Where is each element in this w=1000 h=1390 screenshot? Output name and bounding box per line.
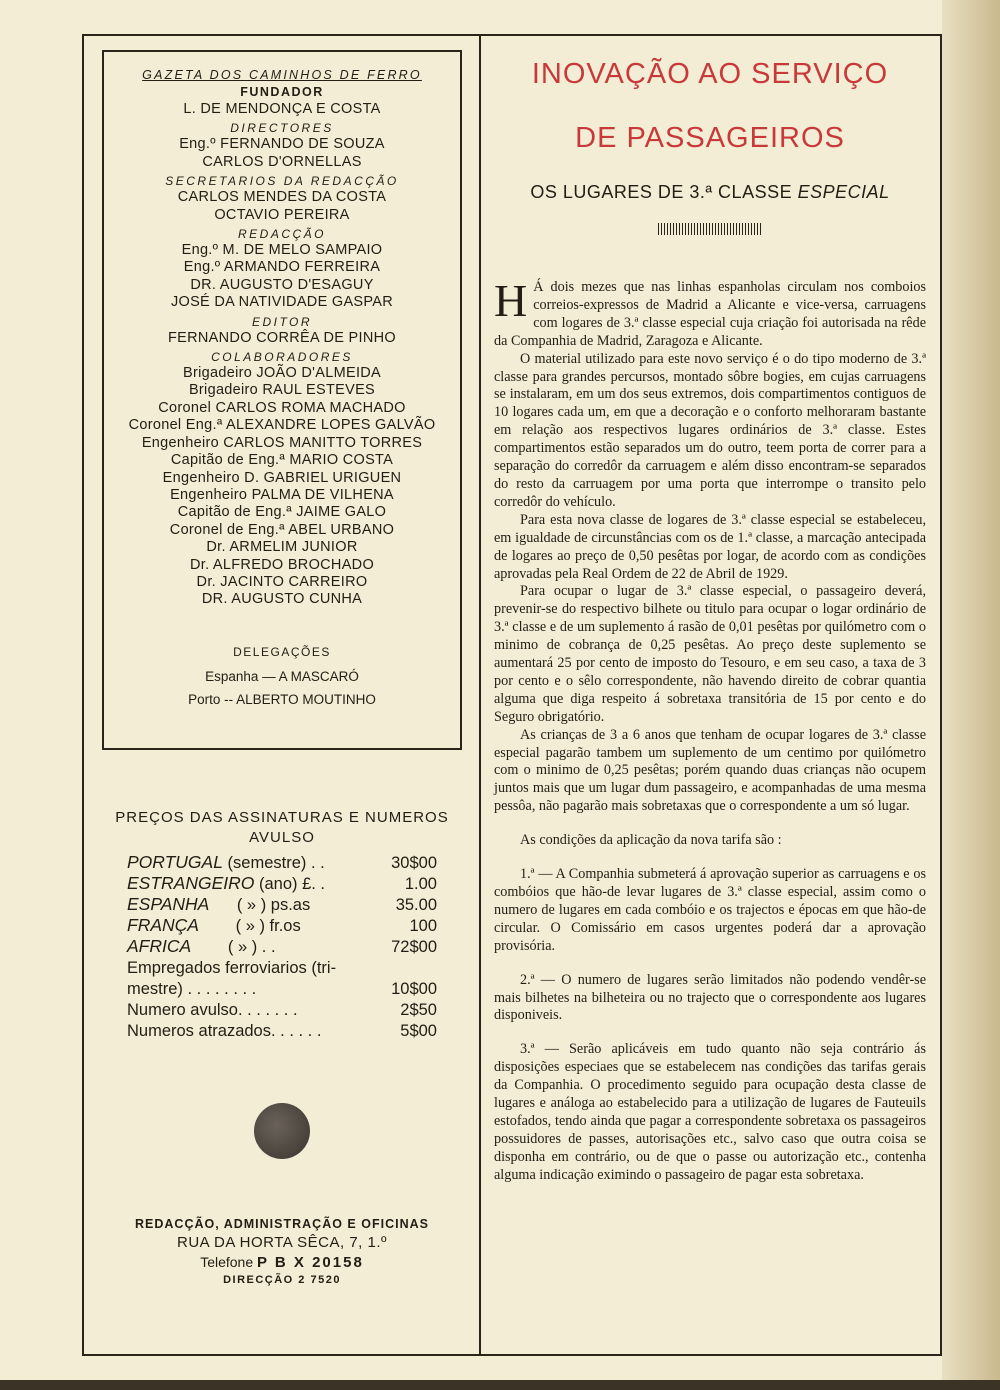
round-seal-ornament [254,1103,310,1159]
article-condition-2: 2.ª — O numero de lugares serão limitados não podendo vendêr-se mais bilhetes na bilheteira ou no trajecto que o correspondente aos lugares disponiveis. [494,971,926,1024]
price-place: ESTRANGEIRO [127,873,255,893]
subhead-prefix: OS LUGARES DE 3.ª CLASSE [530,182,798,202]
price-value: 35.00 [395,896,437,914]
article-paragraph: Para esta nova classe de logares de 3.ª classe especial se estabeleceu, em igualdade de circunstâncias com os de 1.ª classe, a marcação antecipada de logares ao preço de 0,50 pesêtas por logar, de acordo com as condições aprovadas pela Real Ordem de 22 de Abril de 1929. [494,511,926,582]
redaccao-name: Eng.º ARMANDO FERREIRA [183,259,381,276]
office-line1: REDACÇÃO, ADMINISTRAÇÃO E OFICINAS [135,1217,429,1231]
price-label [127,852,379,873]
colaborador-name: Coronel CARLOS ROMA MACHADO [158,399,406,416]
price-place: AFRICA [127,936,192,956]
price-row [127,936,437,957]
subheadline [494,182,926,203]
price-value: 100 [409,917,437,935]
delegacao-espanha: Espanha — A MASCARÓ [205,668,359,684]
phone-number: P B X 20158 [257,1254,364,1271]
colaborador-name: Dr. JACINTO CARREIRO [196,573,368,590]
redaccao-name: JOSÉ DA NATIVIDADE GASPAR [170,294,394,311]
price-detail: ( » ) fr.os [198,917,301,935]
price-value: 1.00 [404,875,437,893]
prices-title-line2: AVULSO [249,829,315,846]
price-place: PORTUGAL [127,852,223,872]
colaborador-name: Engenheiro PALMA DE VILHENA [170,486,394,503]
price-place: ESPANHA [127,894,210,914]
office-phone [102,1254,462,1271]
price-detail: ( » ) . . [191,938,276,956]
colaborador-name: Capitão de Eng.ª JAIME GALO [177,504,387,521]
price-row [127,915,437,936]
colaborador-name: Dr. ARMELIM JUNIOR [206,539,358,556]
masthead-box [102,50,462,750]
price-value: 30$00 [391,854,437,872]
editor-label: EDITOR [251,314,313,329]
article-paragraph: O material utilizado para este novo serviço é o do tipo moderno de 3.ª classe para grandes percursos, montado sôbre bogies, em cujas carruagens se instalaram, em um dos seus extremos, dois compartimentos contiguos de 10 logares cada um, em que a decoração e o conforto melhoraram bastante em relação aos respectivos lugares ordinários de 3.ª classe. Estes compartimentos estão separados um do outro, teem porta de correr para a separação do corredôr da carruagem e além disso encontram-se separados do resto da carruagem por uma porta que interrompe o transito pelo corredôr do vehículo. [494,350,926,510]
article-paragraph: As crianças de 3 a 6 anos que tenham de ocupar logares de 3.ª classe especial pagarão tambem um suplemento de um centimo por quilómetro com o minimo de 0,25 pesêtas; porém quando duas crianças não ocupem juntos mais que um lugar dum passageiro, e acompanhadas de uma mesma pessôa, não pagarão mais sobretaxas que o correspondente a um só lugar. [494,726,926,815]
secretario-name: OCTAVIO PEREIRA [214,206,350,223]
price-detail: ( » ) ps.as [209,896,311,914]
price-row [127,978,437,999]
article-body [494,275,926,1185]
price-label [127,936,379,957]
empregados-label-line2: mestre) . . . . . . . . [127,980,257,998]
masthead-title: GAZETA DOS CAMINHOS DE FERRO [142,68,422,82]
price-table [127,852,437,1041]
phone-label: Telefone [200,1254,254,1270]
article-condition-1: 1.ª — A Companhia submeterá á aprovação superior as carruagens e os combóios que hão-de levar lugares de 3.ª classe especial, assim como o numero de lugares em cada combóio e os trajectos e épocas em que hão-de circular. O Comissário em casos urgentes poderá dar a aprovação provisória. [494,866,926,954]
column-divider [479,34,481,1356]
price-value: 72$00 [391,938,437,956]
paragraph-text: Á dois mezes que nas linhas espanholas circulam nos comboios correios-expressos de Madrid a Alicante e vice-versa, carruagens com logares de 3.ª classe especial cuja criação foi autorisada na rêde da Companhia de Madrid, Zaragoza e Alicante. [494,279,926,349]
director-name: CARLOS D'ORNELLAS [202,153,362,170]
colaborador-name: Capitão de Eng.ª MARIO COSTA [170,452,394,469]
secretarios-label: SECRETARIOS DA REDACÇÃO [165,174,399,189]
price-row [127,1020,437,1041]
article-paragraph: Para ocupar o lugar de 3.ª classe especial, o passageiro deverá, prevenir-se do respectivo bilhete ou titulo para ocupar o logar ordinário de 3.ª classe e de um suplemento á rasão de 0,01 pesêtas por quilómetro com o minimo de cobrança de 0,25 pesêtas. Ao preço deste suplemento se aumentará 25 por cento de imposto do Tesouro, e em seu caso, a taxa de 3 por cento e o sêlo correspondente, não havendo direito de cobrar quantia alguma que diga respeito á sobretaxa transitória de 15 por cento e do Seguro obrigatório. [494,583,926,725]
secretario-name: CARLOS MENDES DA COSTA [177,189,387,206]
divider-ornament [658,223,762,235]
price-detail: (ano) £. . [254,875,326,893]
price-row [127,894,437,915]
left-column [102,50,462,1289]
subscription-prices [102,808,462,1041]
atrazados-value: 5$00 [400,1022,437,1040]
empregados-value: 10$00 [391,980,437,998]
price-row [127,957,437,978]
delegacao-porto: Porto -- ALBERTO MOUTINHO [188,691,376,707]
page-edge-shadow [942,0,1000,1390]
colaborador-name: DR. AUGUSTO CUNHA [201,591,363,608]
office-direccao: DIRECÇÃO 2 7520 [223,1274,341,1286]
price-label [127,894,379,915]
empregados-label-line1: Empregados ferroviarios (tri- [127,959,337,977]
redaccao-label: REDACÇÃO [237,227,326,242]
colaborador-name: Brigadeiro JOÃO D'ALMEIDA [182,365,382,382]
avulso-value: 2$50 [400,1001,437,1019]
price-row [127,873,437,894]
article-condition-3: 3.ª — Serão aplicáveis em tudo quanto não seja contrário ás disposições especiaes que se estabelecem nas condições das tarifas gerais da Companhia. O procedimento seguido para ocupação desta classe de lugares e análoga ao estabelecido para a utilização de lugares de Fauteuils estofados, tendo ainda que pagar a correspondente sobretaxa os passageiros possuidores de passes, autorisações etc., salvo caso que outra coisa se disponha em contrário, ou de que o passe ou autorização etc., contenha alguma indicação eximindo o passageiro de pagar esta sobretaxa. [494,1041,926,1183]
price-detail: (semestre) . . [222,854,325,872]
prices-title-line1: PREÇOS DAS ASSINATURAS E NUMEROS [115,809,449,826]
colaborador-name: Coronel de Eng.ª ABEL URBANO [169,521,395,538]
subhead-italic: ESPECIAL [797,182,890,202]
delegacoes-label: DELEGAÇÕES [233,644,331,659]
redaccao-name: DR. AUGUSTO D'ESAGUY [190,276,374,293]
colaborador-name: Engenheiro D. GABRIEL URIGUEN [162,469,402,486]
page-bottom-edge [0,1380,1000,1390]
colaborador-name: Dr. ALFREDO BROCHADO [189,556,375,573]
atrazados-label: Numeros atrazados. . . . . . [127,1022,322,1040]
delegacoes-section [110,645,454,707]
colaborador-name: Brigadeiro RAUL ESTEVES [188,382,376,399]
colaborador-name: Engenheiro CARLOS MANITTO TORRES [141,434,423,451]
directores-label: DIRECTORES [230,121,334,136]
office-address [102,1217,462,1286]
prices-title [102,808,462,848]
director-name: Eng.º FERNANDO DE SOUZA [179,136,385,153]
headline-line2: DE PASSAGEIROS [575,122,845,154]
price-label [127,915,379,936]
avulso-label: Numero avulso. . . . . . . [127,1001,298,1019]
editor-name: FERNANDO CORRÊA DE PINHO [168,329,396,346]
fundador-name: L. DE MENDONÇA E COSTA [183,101,381,117]
drop-cap: H [494,275,528,326]
office-street: RUA DA HORTA SÊCA, 7, 1.º [177,1234,387,1251]
price-row [127,852,437,873]
colaboradores-label: COLABORADORES [211,350,353,365]
price-row [127,999,437,1020]
price-label [127,873,379,894]
redaccao-name: Eng.º M. DE MELO SAMPAIO [181,242,383,259]
colaborador-name: Coronel Eng.ª ALEXANDRE LOPES GALVÃO [128,417,436,434]
headline-line1: INOVAÇÃO AO SERVIÇO [531,58,889,90]
article-paragraph: As condições da aplicação da nova tarifa são : [520,832,782,849]
article-column [494,50,926,1185]
article-paragraph [494,275,926,351]
fundador-label: FUNDADOR [240,85,324,99]
price-place: FRANÇA [127,915,199,935]
